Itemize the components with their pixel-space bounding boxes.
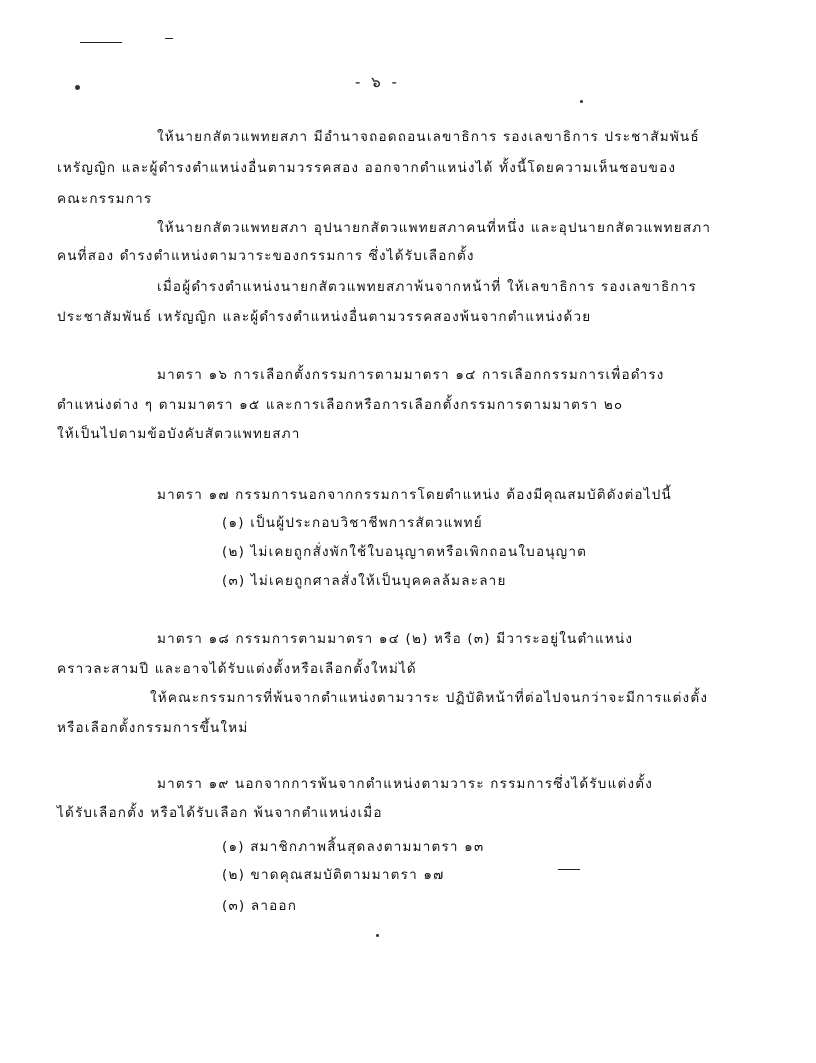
list-item: (๓) ลาออก <box>222 898 298 914</box>
section-heading-line: มาตรา ๑๘ กรรมการตามมาตรา ๑๔ (๒) หรือ (๓) มีวาระอยู่ในตำแหน่ง <box>157 631 634 647</box>
scan-dot <box>580 100 583 103</box>
page-number: - ๖ - <box>355 73 400 91</box>
text-line: ได้รับเลือกตั้ง หรือได้รับเลือก พ้นจากตำแหน่งเมื่อ <box>57 805 383 821</box>
text-line: ให้คณะกรรมการที่พ้นจากตำแหน่งตามวาระ ปฏิบัติหน้าที่ต่อไปจนกว่าจะมีการแต่งตั้ง <box>150 690 709 706</box>
section-heading-line: มาตรา ๑๖ การเลือกตั้งกรรมการตามมาตรา ๑๔ การเลือกกรรมการเพื่อดำรง <box>157 367 665 383</box>
text-line: ให้นายกสัตวแพทยสภา มีอำนาจถอดถอนเลขาธิการ รองเลขาธิการ ประชาสัมพันธ์ <box>157 129 700 145</box>
scan-dot <box>75 85 80 90</box>
scan-mark <box>165 38 173 39</box>
section-heading-line: มาตรา ๑๙ นอกจากการพ้นจากตำแหน่งตามวาระ กรรมการซึ่งได้รับแต่งตั้ง <box>157 776 653 792</box>
text-line: เหรัญญิก และผู้ดำรงตำแหน่งอื่นตามวรรคสอง ออกจากตำแหน่งได้ ทั้งนี้โดยความเห็นชอบของ <box>57 160 677 176</box>
text-line: ประชาสัมพันธ์ เหรัญญิก และผู้ดำรงตำแหน่งอื่นตามวรรคสองพ้นจากตำแหน่งด้วย <box>57 309 592 325</box>
list-item: (๑) เป็นผู้ประกอบวิชาชีพการสัตวแพทย์ <box>222 515 483 531</box>
text-line: ตำแหน่งต่าง ๆ ตามมาตรา ๑๕ และการเลือกหรือการเลือกตั้งกรรมการตามมาตรา ๒๐ <box>57 397 624 413</box>
text-line: เมื่อผู้ดำรงตำแหน่งนายกสัตวแพทยสภาพ้นจากหน้าที่ ให้เลขาธิการ รองเลขาธิการ <box>157 279 698 295</box>
scan-mark <box>80 42 122 43</box>
text-line: หรือเลือกตั้งกรรมการขึ้นใหม่ <box>57 720 249 736</box>
text-line: ให้นายกสัตวแพทยสภา อุปนายกสัตวแพทยสภาคนที่หนึ่ง และอุปนายกสัตวแพทยสภา <box>157 220 712 236</box>
text-line: ให้เป็นไปตามข้อบังคับสัตวแพทยสภา <box>57 426 301 442</box>
text-line: คราวละสามปี และอาจได้รับแต่งตั้งหรือเลือกตั้งใหม่ได้ <box>57 661 417 677</box>
list-item: (๓) ไม่เคยถูกศาลสั่งให้เป็นบุคคลล้มละลาย <box>222 573 507 589</box>
list-item: (๒) ขาดคุณสมบัติตามมาตรา ๑๗ <box>222 867 445 883</box>
list-item: (๑) สมาชิกภาพสิ้นสุดลงตามมาตรา ๑๓ <box>222 839 485 855</box>
section-heading-line: มาตรา ๑๗ กรรมการนอกจากกรรมการโดยตำแหน่ง ต้องมีคุณสมบัติดังต่อไปนี้ <box>157 487 672 503</box>
text-line: คนที่สอง ดำรงตำแหน่งตามวาระของกรรมการ ซึ่งได้รับเลือกตั้ง <box>57 248 475 264</box>
scan-mark <box>558 869 580 870</box>
text-line: คณะกรรมการ <box>57 191 153 207</box>
scan-dot <box>376 934 379 937</box>
list-item: (๒) ไม่เคยถูกสั่งพักใช้ใบอนุญาตหรือเพิกถอนใบอนุญาต <box>222 544 588 560</box>
